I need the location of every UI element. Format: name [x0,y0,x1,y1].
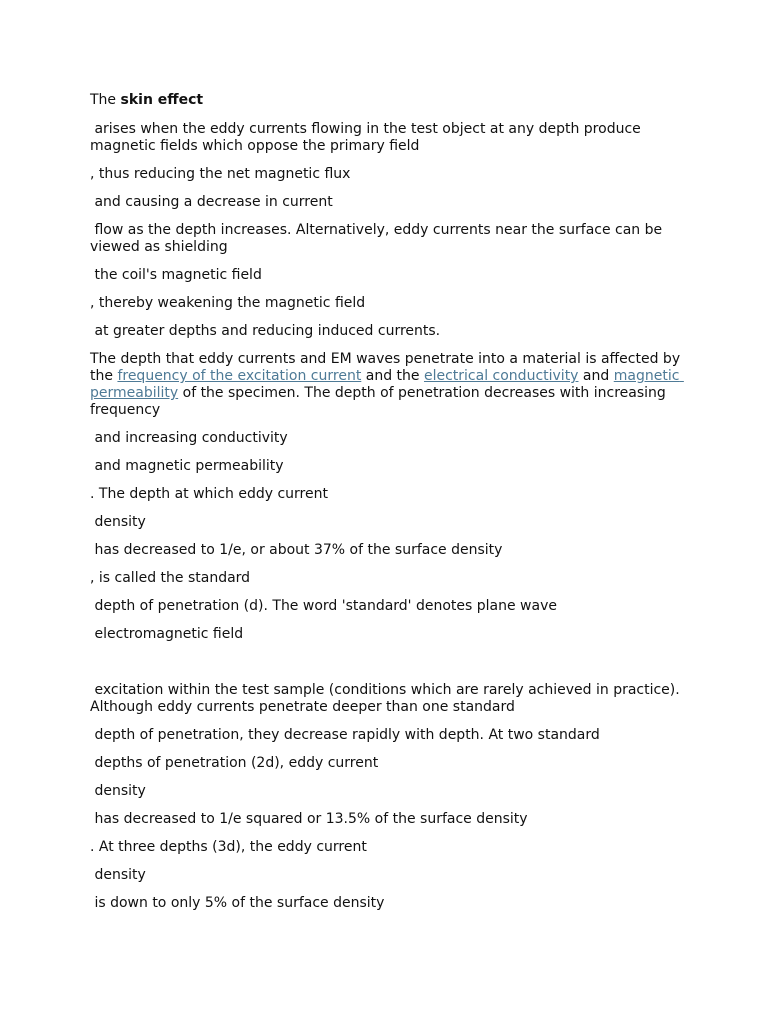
paragraph-text: and [578,368,614,384]
text-line: arises when the eddy currents flowing in the test object at any depth produce magnetic fields which oppose the primary field [90,121,646,154]
text-line: excitation within the test sample (conditions which are rarely achieved in practice). Although eddy currents penetrate deeper than one standard [90,682,685,715]
text-line: electromagnetic field [90,626,244,642]
text-line: density [90,514,146,530]
penetration-paragraph [90,351,685,419]
blank-space [90,654,682,682]
text-line: and causing a decrease in current [90,194,333,210]
text-line: and magnetic permeability [90,458,284,474]
text-line: has decreased to 1/e, or about 37% of the surface density [90,542,503,558]
text-line: and increasing conductivity [90,430,288,446]
paragraph-text: of the specimen. The depth of penetration decreases with increasing frequency [90,385,671,418]
paragraph-text: and the [361,368,424,384]
heading-line [90,92,682,109]
text-line: depth of penetration, they decrease rapidly with depth. At two standard [90,727,600,743]
heading-skin-effect: skin effect [120,92,204,108]
link-magnetic-permeability[interactable]: magnetic permeability [90,368,684,401]
text-line: . The depth at which eddy current [90,486,328,502]
text-line: flow as the depth increases. Alternatively, eddy currents near the surface can be viewed as shielding [90,222,667,255]
text-line: , thus reducing the net magnetic flux [90,166,351,182]
text-line: has decreased to 1/e squared or 13.5% of the surface density [90,811,528,827]
text-line: depth of penetration (d). The word 'standard' denotes plane wave [90,598,557,614]
heading-prefix: The [90,92,121,108]
document-body [90,92,685,923]
paragraph-text: The depth that eddy currents and EM waves penetrate into a material is affected by the [90,351,685,384]
text-line: density [90,867,146,883]
text-line: . At three depths (3d), the eddy current [90,839,367,855]
text-line: the coil's magnetic field [90,267,262,283]
text-line: , thereby weakening the magnetic field [90,295,366,311]
text-line: , is called the standard [90,570,251,586]
text-line: density [90,783,146,799]
text-line: depths of penetration (2d), eddy current [90,755,379,771]
link-electrical-conductivity[interactable]: electrical conductivity [423,368,579,384]
link-frequency-excitation-current[interactable]: frequency of the excitation current [117,368,362,384]
text-line: is down to only 5% of the surface density [90,895,385,911]
text-line: at greater depths and reducing induced currents. [90,323,441,339]
